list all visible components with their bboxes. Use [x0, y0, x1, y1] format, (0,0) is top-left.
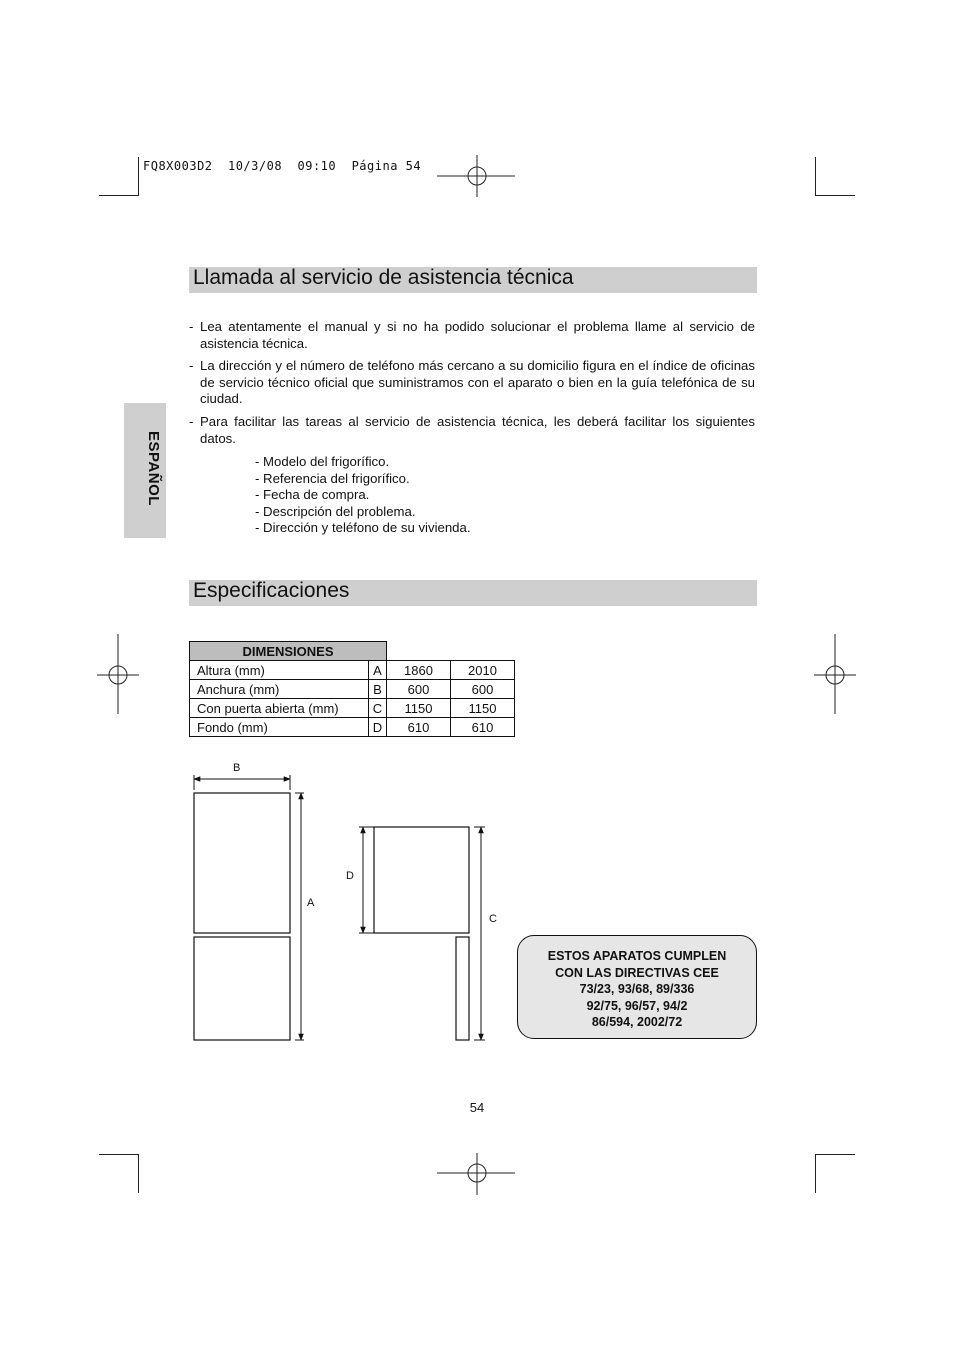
- registration-mark-top: [437, 155, 517, 197]
- row-letter: D: [369, 718, 387, 737]
- fridge-front-lower-door: [194, 937, 290, 1040]
- registration-mark-right: [814, 634, 856, 714]
- language-tab: [124, 403, 166, 538]
- list-item: - Descripción del problema.: [255, 503, 416, 519]
- list-item: - Referencia del frigorífico.: [255, 470, 410, 486]
- notice-line: 86/594, 2002/72: [591, 1015, 683, 1029]
- bullet-paragraph-3: - Para facilitar las tareas al servicio de asistencia técnica, les deberá facilitar los siguientes datos.: [189, 414, 755, 446]
- row-value-2: 2010: [451, 661, 515, 680]
- fridge-front-upper-door: [194, 793, 290, 933]
- row-letter: B: [369, 680, 387, 699]
- registration-mark-left: [97, 634, 139, 714]
- list-item: - Fecha de compra.: [255, 487, 370, 502]
- row-value-1: 1860: [387, 661, 451, 680]
- list-item: - Dirección y teléfono de su vivienda.: [255, 520, 471, 535]
- row-value-1: 1150: [387, 699, 451, 718]
- table-row: [190, 718, 515, 737]
- bullet-text: Lea atentamente el manual y si no ha podido solucionar el problema llame al servicio de asistencia técnica.: [200, 319, 755, 351]
- section-title-service: Llamada al servicio de asistencia técnica: [193, 266, 574, 289]
- row-letter: A: [369, 661, 387, 680]
- notice-line: 92/75, 96/57, 94/2: [586, 998, 688, 1013]
- dimension-label-d: D: [346, 870, 354, 882]
- row-value-2: 600: [451, 680, 515, 699]
- table-header-row: [190, 642, 515, 661]
- table-row: [190, 661, 515, 680]
- page-number: 54: [469, 1100, 485, 1115]
- print-slug: FQ8X003D2 10/3/08 09:10 Página 54: [143, 159, 422, 173]
- row-label: Altura (mm): [190, 661, 369, 680]
- bullet-text: Para facilitar las tareas al servicio de asistencia técnica, les deberá facilitar los siguientes datos.: [200, 414, 755, 446]
- section-heading-service: [189, 267, 757, 293]
- row-label: Fondo (mm): [190, 718, 369, 737]
- row-label: Anchura (mm): [190, 680, 369, 699]
- notice-line: CON LAS DIRECTIVAS CEE: [555, 965, 719, 980]
- section-heading-specs: [189, 580, 757, 606]
- table-row: [190, 680, 515, 699]
- row-value-2: 1150: [451, 699, 515, 718]
- section-title-specs: Especificaciones: [193, 579, 350, 602]
- row-value-1: 600: [387, 680, 451, 699]
- fridge-open-door: [456, 937, 469, 1040]
- registration-mark-bottom: [437, 1153, 517, 1195]
- row-value-1: 610: [387, 718, 451, 737]
- table-header: DIMENSIONES: [190, 642, 387, 661]
- bullet-text: La dirección y el número de teléfono más cercano a su domicilio figura en el índice de oficinas de servicio técnico oficial que suministramos con el aparato o bien en la guía telefónica de su ciudad.: [200, 358, 755, 406]
- notice-line: ESTOS APARATOS CUMPLEN: [547, 949, 727, 963]
- dimension-label-b: B: [233, 762, 241, 774]
- table-row: [190, 699, 515, 718]
- list-item: - Modelo del frigorífico.: [255, 454, 390, 469]
- bullet-paragraph-2: - La dirección y el número de teléfono más cercano a su domicilio figura en el índice de oficinas de servicio técnico oficial que suministramos con el aparato o bien en la guía telefónica de su ciudad.: [189, 358, 755, 406]
- required-data-list: [255, 454, 471, 537]
- notice-line: 73/23, 93/68, 89/336: [579, 982, 695, 996]
- fridge-dimension-diagram: [185, 770, 515, 1055]
- row-letter: C: [369, 699, 387, 718]
- language-tab-label: ESPAÑOL: [145, 431, 162, 506]
- eec-directives-notice: [517, 935, 757, 1039]
- dimension-label-c: C: [489, 913, 497, 925]
- dimensions-table: [189, 641, 515, 737]
- row-label: Con puerta abierta (mm): [190, 699, 369, 718]
- bullet-paragraph-1: - Lea atentamente el manual y si no ha podido solucionar el problema llame al servicio de asistencia técnica.: [189, 319, 755, 351]
- row-value-2: 610: [451, 718, 515, 737]
- fridge-top-view: [374, 827, 469, 933]
- dimension-label-a: A: [307, 897, 315, 909]
